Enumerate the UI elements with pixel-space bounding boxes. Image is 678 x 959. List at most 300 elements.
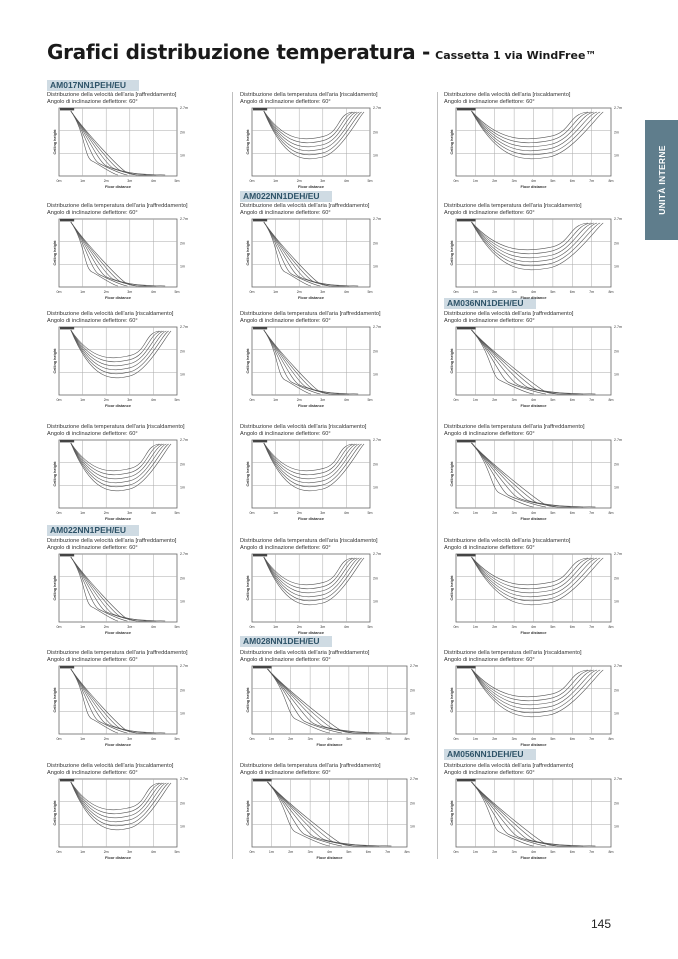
- x-axis-label: Floor distance: [316, 743, 343, 747]
- y-tick-label: 2.7m: [614, 777, 622, 781]
- y-axis-label: Ceiling height: [450, 129, 454, 155]
- y-tick-label: 2m: [373, 130, 378, 135]
- y-tick-label: 2m: [180, 801, 185, 806]
- x-tick-label: 3m: [320, 398, 326, 402]
- y-axis-label: Ceiling height: [53, 240, 57, 266]
- chart-grid-lines: [59, 108, 177, 176]
- x-tick-label: 2m: [492, 737, 498, 741]
- panel-angle: Angolo di inclinazione deflettore: 60°: [444, 770, 535, 776]
- x-tick-label: 2m: [103, 511, 109, 515]
- chart-grid-lines: [59, 219, 177, 287]
- distribution-chart: [47, 438, 227, 528]
- x-axis-label: Floor distance: [520, 296, 547, 300]
- unit-outlet-mark: [457, 666, 476, 668]
- y-tick-label: 2m: [180, 349, 185, 354]
- x-tick-label: 8m: [608, 737, 614, 741]
- distribution-chart: [240, 777, 420, 867]
- x-tick-label: 7m: [589, 511, 595, 515]
- x-tick-label: 1m: [273, 179, 279, 183]
- chart-grid-lines: [456, 440, 611, 508]
- x-tick-label: 1m: [80, 625, 86, 629]
- panel-caption: Distribuzione della temperatura dell'aria [riscaldamento]: [444, 203, 582, 209]
- x-tick-label: 4m: [531, 625, 536, 629]
- title-main: Grafici distribuzione temperatura -: [47, 40, 431, 64]
- x-tick-label: 2m: [492, 850, 498, 854]
- y-axis-label: Ceiling height: [246, 575, 250, 601]
- y-tick-label: 2.7m: [373, 552, 381, 556]
- y-tick-label: 2m: [180, 688, 185, 693]
- model-tag: AM036NN1DEH/EU: [444, 298, 536, 309]
- chart-grid-lines: [456, 219, 611, 287]
- distribution-panel: [47, 92, 232, 197]
- unit-outlet-mark: [457, 440, 476, 442]
- chart-grid-lines: [456, 666, 611, 734]
- x-tick-label: 1m: [472, 511, 478, 515]
- x-axis-label: Floor distance: [520, 743, 547, 747]
- x-tick-label: 2m: [288, 737, 294, 741]
- chart-grid-lines: [59, 440, 177, 508]
- x-tick-label: 4m: [150, 625, 156, 629]
- x-tick-label: 2m: [296, 511, 302, 515]
- x-tick-label: 8m: [608, 290, 614, 294]
- model-tag: AM022NN1DEH/EU: [240, 191, 332, 202]
- x-tick-label: 3m: [127, 179, 133, 183]
- panel-caption: Distribuzione della temperatura dell'aria [raffreddamento]: [444, 424, 585, 430]
- x-tick-label: 5m: [174, 737, 180, 741]
- x-tick-label: 3m: [307, 737, 313, 741]
- panel-angle: Angolo di inclinazione deflettore: 60°: [444, 545, 535, 551]
- distribution-chart: [47, 664, 227, 754]
- x-tick-label: 0m: [249, 398, 255, 402]
- y-tick-label: 2m: [614, 688, 619, 693]
- panel-caption: Distribuzione della temperatura dell'aria [raffreddamento]: [240, 763, 381, 769]
- panel-caption: Distribuzione della velocità dell'aria [riscaldamento]: [240, 424, 367, 430]
- panel-angle: Angolo di inclinazione deflettore: 60°: [47, 545, 138, 551]
- distribution-panel: [47, 763, 232, 868]
- y-tick-label: 1m: [180, 711, 185, 716]
- y-tick-label: 1m: [614, 599, 619, 604]
- y-tick-label: 2.7m: [373, 217, 381, 221]
- panel-caption: Distribuzione della velocità dell'aria [riscaldamento]: [444, 92, 571, 98]
- unit-outlet-mark: [253, 108, 267, 110]
- panel-caption: Distribuzione della temperatura dell'aria [raffreddamento]: [47, 650, 188, 656]
- y-tick-label: 1m: [373, 264, 378, 269]
- x-tick-label: 6m: [569, 398, 575, 402]
- chart-grid-lines: [252, 666, 407, 734]
- x-tick-label: 7m: [589, 398, 595, 402]
- x-tick-label: 8m: [608, 179, 614, 183]
- chart-grid-lines: [252, 779, 407, 847]
- panel-angle: Angolo di inclinazione deflettore: 60°: [444, 99, 535, 105]
- column-divider: [437, 92, 438, 859]
- x-tick-label: 0m: [249, 625, 255, 629]
- chart-grid-lines: [59, 554, 177, 622]
- panel-angle: Angolo di inclinazione deflettore: 60°: [240, 545, 331, 551]
- x-tick-label: 1m: [472, 290, 478, 294]
- panel-caption: Distribuzione della temperatura dell'aria [riscaldamento]: [240, 92, 378, 98]
- x-tick-label: 0m: [453, 625, 459, 629]
- x-axis-label: Floor distance: [520, 631, 547, 635]
- x-tick-label: 3m: [320, 511, 326, 515]
- x-tick-label: 5m: [550, 625, 556, 629]
- y-tick-label: 2m: [614, 576, 619, 581]
- x-tick-label: 6m: [569, 737, 575, 741]
- x-tick-label: 5m: [174, 179, 180, 183]
- x-axis-label: Floor distance: [520, 856, 547, 860]
- x-axis-label: Floor distance: [298, 404, 324, 408]
- y-tick-label: 1m: [180, 264, 185, 269]
- y-tick-label: 1m: [373, 599, 378, 604]
- y-tick-label: 1m: [614, 264, 619, 269]
- distribution-panel: [240, 763, 425, 868]
- distribution-chart: [444, 438, 624, 528]
- distribution-panel: [444, 424, 629, 529]
- x-axis-label: Floor distance: [298, 296, 324, 300]
- x-tick-label: 4m: [343, 511, 349, 515]
- unit-outlet-mark: [60, 666, 74, 668]
- x-tick-label: 2m: [288, 850, 294, 854]
- distribution-panel: [240, 203, 425, 308]
- x-tick-label: 2m: [103, 179, 109, 183]
- panel-caption: Distribuzione della velocità dell'aria [raffreddamento]: [444, 763, 574, 769]
- y-tick-label: 2.7m: [614, 438, 622, 442]
- x-tick-label: 0m: [249, 737, 255, 741]
- x-tick-label: 0m: [249, 511, 255, 515]
- x-axis-label: Floor distance: [105, 185, 131, 189]
- distribution-panel: [240, 424, 425, 529]
- x-tick-label: 4m: [531, 850, 536, 854]
- distribution-chart: [444, 664, 624, 754]
- panel-angle: Angolo di inclinazione deflettore: 60°: [444, 657, 535, 663]
- x-tick-label: 3m: [511, 850, 517, 854]
- x-tick-label: 2m: [492, 290, 498, 294]
- x-tick-label: 0m: [453, 398, 459, 402]
- y-tick-label: 2m: [180, 462, 185, 467]
- x-tick-label: 1m: [273, 290, 279, 294]
- unit-outlet-mark: [457, 779, 476, 781]
- unit-outlet-mark: [457, 554, 476, 556]
- x-tick-label: 2m: [492, 511, 498, 515]
- x-tick-label: 5m: [174, 625, 180, 629]
- x-tick-label: 1m: [273, 398, 279, 402]
- x-tick-label: 7m: [589, 850, 595, 854]
- x-tick-label: 6m: [365, 850, 371, 854]
- x-tick-label: 0m: [56, 850, 62, 854]
- chart-grid-lines: [456, 108, 611, 176]
- distribution-chart: [444, 552, 624, 642]
- x-axis-label: Floor distance: [520, 185, 547, 189]
- distribution-chart: [240, 552, 420, 642]
- distribution-panel: [47, 311, 232, 416]
- panel-caption: Distribuzione della velocità dell'aria [raffreddamento]: [240, 203, 370, 209]
- y-tick-label: 2m: [373, 349, 378, 354]
- y-tick-label: 2m: [373, 576, 378, 581]
- panel-caption: Distribuzione della velocità dell'aria [raffreddamento]: [444, 311, 574, 317]
- x-tick-label: 0m: [56, 398, 62, 402]
- distribution-chart: [47, 552, 227, 642]
- panel-angle: Angolo di inclinazione deflettore: 60°: [240, 431, 331, 437]
- x-tick-label: 1m: [80, 290, 86, 294]
- y-tick-label: 1m: [614, 485, 619, 490]
- x-tick-label: 3m: [320, 290, 326, 294]
- y-axis-label: Ceiling height: [450, 348, 454, 374]
- x-axis-label: Floor distance: [105, 743, 131, 747]
- distribution-panel: [240, 650, 425, 755]
- y-tick-label: 2.7m: [180, 106, 188, 110]
- x-tick-label: 5m: [367, 511, 373, 515]
- panel-angle: Angolo di inclinazione deflettore: 60°: [240, 770, 331, 776]
- x-tick-label: 0m: [453, 850, 459, 854]
- chart-grid-lines: [456, 327, 611, 395]
- x-tick-label: 5m: [550, 179, 556, 183]
- x-tick-label: 2m: [492, 625, 498, 629]
- distribution-chart: [47, 217, 227, 307]
- unit-outlet-mark: [253, 554, 267, 556]
- y-tick-label: 2.7m: [180, 217, 188, 221]
- y-tick-label: 2m: [614, 462, 619, 467]
- x-axis-label: Floor distance: [105, 296, 131, 300]
- x-tick-label: 8m: [608, 398, 614, 402]
- distribution-panel: [240, 538, 425, 643]
- x-tick-label: 2m: [103, 398, 109, 402]
- x-tick-label: 7m: [589, 290, 595, 294]
- distribution-chart: [47, 106, 227, 196]
- x-tick-label: 2m: [296, 625, 302, 629]
- unit-outlet-mark: [60, 779, 74, 781]
- page-title: [47, 40, 596, 64]
- x-tick-label: 4m: [343, 290, 349, 294]
- x-tick-label: 1m: [268, 850, 274, 854]
- y-axis-label: Ceiling height: [53, 687, 57, 713]
- x-tick-label: 7m: [589, 179, 595, 183]
- x-tick-label: 4m: [343, 625, 349, 629]
- panel-angle: Angolo di inclinazione deflettore: 60°: [47, 431, 138, 437]
- y-tick-label: 2.7m: [410, 664, 418, 668]
- panel-caption: Distribuzione della velocità dell'aria [riscaldamento]: [47, 311, 174, 317]
- y-axis-label: Ceiling height: [246, 348, 250, 374]
- y-tick-label: 2.7m: [614, 106, 622, 110]
- x-tick-label: 4m: [531, 511, 536, 515]
- panel-caption: Distribuzione della temperatura dell'aria [raffreddamento]: [47, 203, 188, 209]
- x-axis-label: Floor distance: [105, 517, 131, 521]
- x-tick-label: 3m: [127, 625, 133, 629]
- y-tick-label: 2m: [180, 130, 185, 135]
- x-tick-label: 5m: [550, 850, 556, 854]
- unit-outlet-mark: [253, 219, 267, 221]
- y-tick-label: 1m: [410, 711, 415, 716]
- panel-caption: Distribuzione della velocità dell'aria [raffreddamento]: [240, 650, 370, 656]
- x-axis-label: Floor distance: [298, 631, 324, 635]
- x-tick-label: 3m: [511, 179, 517, 183]
- unit-outlet-mark: [60, 554, 74, 556]
- panel-angle: Angolo di inclinazione deflettore: 60°: [240, 318, 331, 324]
- distribution-chart: [444, 777, 624, 867]
- x-tick-label: 0m: [249, 179, 255, 183]
- x-tick-label: 5m: [174, 850, 180, 854]
- x-tick-label: 6m: [569, 511, 575, 515]
- model-tag: AM028NN1DEH/EU: [240, 636, 332, 647]
- distribution-chart: [47, 325, 227, 415]
- panel-caption: Distribuzione della velocità dell'aria [raffreddamento]: [47, 92, 177, 98]
- x-tick-label: 8m: [404, 737, 410, 741]
- x-tick-label: 2m: [296, 290, 302, 294]
- unit-outlet-mark: [253, 440, 267, 442]
- page-number: 145: [591, 917, 612, 931]
- x-tick-label: 5m: [367, 398, 373, 402]
- y-tick-label: 2.7m: [373, 438, 381, 442]
- title-sub: Cassetta 1 via WindFree™: [435, 49, 597, 62]
- x-tick-label: 3m: [511, 737, 517, 741]
- y-tick-label: 2m: [410, 688, 415, 693]
- x-axis-label: Floor distance: [298, 185, 324, 189]
- y-tick-label: 1m: [180, 485, 185, 490]
- x-tick-label: 3m: [127, 511, 133, 515]
- y-axis-label: Ceiling height: [450, 240, 454, 266]
- unit-outlet-mark: [253, 779, 272, 781]
- panel-caption: Distribuzione della temperatura dell'aria [raffreddamento]: [240, 311, 381, 317]
- y-axis-label: Ceiling height: [450, 687, 454, 713]
- x-tick-label: 1m: [273, 625, 279, 629]
- panel-angle: Angolo di inclinazione deflettore: 60°: [47, 657, 138, 663]
- x-tick-label: 2m: [296, 398, 302, 402]
- x-tick-label: 1m: [80, 850, 86, 854]
- panel-angle: Angolo di inclinazione deflettore: 60°: [444, 318, 535, 324]
- panel-angle: Angolo di inclinazione deflettore: 60°: [240, 657, 331, 663]
- distribution-chart: [444, 325, 624, 415]
- x-tick-label: 3m: [511, 625, 517, 629]
- x-tick-label: 0m: [56, 625, 62, 629]
- y-tick-label: 1m: [614, 153, 619, 158]
- x-tick-label: 5m: [346, 737, 352, 741]
- x-tick-label: 1m: [80, 179, 86, 183]
- x-tick-label: 6m: [365, 737, 371, 741]
- unit-outlet-mark: [60, 219, 74, 221]
- x-tick-label: 5m: [550, 290, 556, 294]
- distribution-panel: [240, 311, 425, 416]
- section-tab-label: UNITÀ INTERNE: [656, 145, 667, 215]
- section-tab: [645, 120, 678, 240]
- x-axis-label: Floor distance: [520, 517, 547, 521]
- x-tick-label: 6m: [569, 850, 575, 854]
- y-tick-label: 1m: [373, 372, 378, 377]
- x-tick-label: 4m: [150, 398, 156, 402]
- distribution-chart: [240, 438, 420, 528]
- y-tick-label: 1m: [373, 153, 378, 158]
- x-tick-label: 2m: [492, 398, 498, 402]
- distribution-chart: [444, 217, 624, 307]
- x-tick-label: 4m: [327, 737, 332, 741]
- x-tick-label: 5m: [174, 511, 180, 515]
- x-tick-label: 4m: [150, 737, 156, 741]
- x-tick-label: 5m: [346, 850, 352, 854]
- y-tick-label: 2.7m: [180, 438, 188, 442]
- x-tick-label: 7m: [589, 737, 595, 741]
- x-tick-label: 6m: [569, 290, 575, 294]
- x-tick-label: 1m: [80, 511, 86, 515]
- chart-grid-lines: [252, 219, 370, 287]
- x-tick-label: 0m: [249, 850, 255, 854]
- x-tick-label: 6m: [569, 625, 575, 629]
- panel-angle: Angolo di inclinazione deflettore: 60°: [47, 770, 138, 776]
- y-tick-label: 2.7m: [373, 106, 381, 110]
- x-tick-label: 2m: [492, 179, 498, 183]
- chart-grid-lines: [59, 779, 177, 847]
- distribution-panel: [444, 763, 629, 868]
- panel-caption: Distribuzione della temperatura dell'aria [riscaldamento]: [47, 424, 185, 430]
- x-tick-label: 5m: [550, 511, 556, 515]
- model-tag: AM056NN1DEH/EU: [444, 749, 536, 760]
- chart-grid-lines: [456, 554, 611, 622]
- x-tick-label: 7m: [385, 850, 391, 854]
- distribution-chart: [240, 106, 420, 196]
- chart-grid-lines: [456, 779, 611, 847]
- panel-caption: Distribuzione della temperatura dell'aria [riscaldamento]: [240, 538, 378, 544]
- distribution-chart: [240, 217, 420, 307]
- y-tick-label: 2.7m: [614, 664, 622, 668]
- x-tick-label: 0m: [56, 737, 62, 741]
- y-tick-label: 1m: [614, 372, 619, 377]
- y-axis-label: Ceiling height: [53, 461, 57, 487]
- x-tick-label: 5m: [550, 737, 556, 741]
- x-tick-label: 3m: [511, 511, 517, 515]
- x-tick-label: 2m: [103, 850, 109, 854]
- x-tick-label: 7m: [589, 625, 595, 629]
- panel-angle: Angolo di inclinazione deflettore: 60°: [47, 318, 138, 324]
- distribution-chart: [240, 325, 420, 415]
- unit-outlet-mark: [253, 666, 272, 668]
- x-tick-label: 0m: [453, 290, 459, 294]
- y-tick-label: 2m: [614, 801, 619, 806]
- x-tick-label: 3m: [320, 179, 326, 183]
- x-tick-label: 4m: [327, 850, 332, 854]
- distribution-chart: [240, 664, 420, 754]
- x-tick-label: 4m: [150, 850, 156, 854]
- x-tick-label: 1m: [472, 737, 478, 741]
- x-tick-label: 5m: [174, 398, 180, 402]
- distribution-panel: [240, 92, 425, 197]
- x-tick-label: 2m: [103, 737, 109, 741]
- x-tick-label: 0m: [56, 290, 62, 294]
- panel-angle: Angolo di inclinazione deflettore: 60°: [47, 210, 138, 216]
- panel-angle: Angolo di inclinazione deflettore: 60°: [240, 99, 331, 105]
- x-tick-label: 1m: [472, 179, 478, 183]
- distribution-panel: [444, 650, 629, 755]
- y-tick-label: 2.7m: [614, 217, 622, 221]
- y-axis-label: Ceiling height: [246, 240, 250, 266]
- y-tick-label: 2m: [614, 241, 619, 246]
- y-tick-label: 1m: [180, 153, 185, 158]
- distribution-panel: [444, 538, 629, 643]
- x-tick-label: 1m: [268, 737, 274, 741]
- distribution-panel: [47, 538, 232, 643]
- y-tick-label: 2.7m: [614, 325, 622, 329]
- x-tick-label: 4m: [531, 290, 536, 294]
- y-tick-label: 1m: [180, 372, 185, 377]
- x-tick-label: 4m: [343, 398, 349, 402]
- y-tick-label: 2m: [180, 576, 185, 581]
- y-axis-label: Ceiling height: [246, 461, 250, 487]
- x-tick-label: 5m: [174, 290, 180, 294]
- x-tick-label: 2m: [296, 179, 302, 183]
- x-tick-label: 0m: [56, 511, 62, 515]
- x-axis-label: Floor distance: [105, 404, 131, 408]
- model-tag: AM017NN1PEH/EU: [47, 80, 139, 91]
- x-tick-label: 8m: [608, 511, 614, 515]
- x-tick-label: 3m: [127, 398, 133, 402]
- panel-caption: Distribuzione della velocità dell'aria [riscaldamento]: [47, 763, 174, 769]
- x-tick-label: 4m: [150, 511, 156, 515]
- x-axis-label: Floor distance: [520, 404, 547, 408]
